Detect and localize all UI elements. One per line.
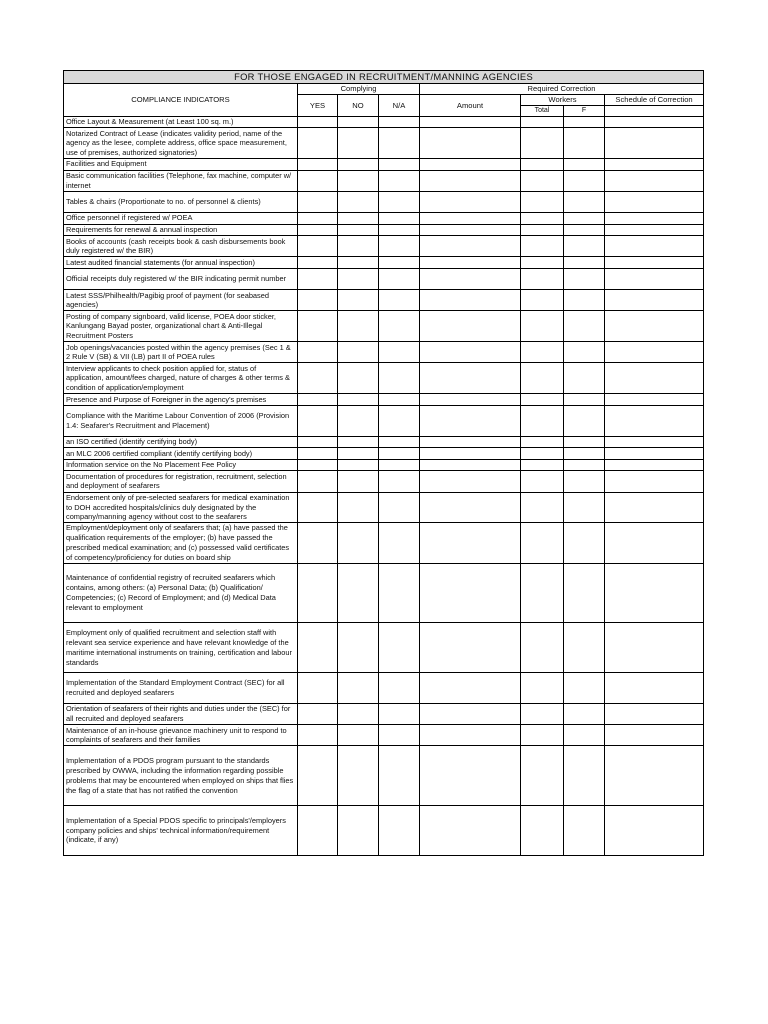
- f-cell[interactable]: [564, 290, 605, 311]
- total-cell[interactable]: [521, 170, 564, 191]
- indicator-rows: [64, 116, 704, 855]
- yes-cell[interactable]: [298, 290, 338, 311]
- na-cell[interactable]: [379, 213, 420, 225]
- yes-cell[interactable]: [298, 448, 338, 460]
- compliance-table: [63, 70, 704, 856]
- na-cell[interactable]: [379, 394, 420, 406]
- table-row: [64, 492, 704, 523]
- compliance-indicator: Latest SSS/Philhealth/Pagibig proof of payment (for seabased agencies): [64, 290, 298, 311]
- no-cell[interactable]: [338, 191, 379, 212]
- table-row: [64, 236, 704, 257]
- table-row: [64, 448, 704, 460]
- table-title: FOR THOSE ENGAGED IN RECRUITMENT/MANNING AGENCIES: [64, 71, 704, 84]
- amount-cell[interactable]: [420, 257, 521, 269]
- schedule-cell[interactable]: [605, 746, 704, 806]
- schedule-cell[interactable]: [605, 170, 704, 191]
- amount-cell[interactable]: [420, 290, 521, 311]
- compliance-indicator: Requirements for renewal & annual inspection: [64, 224, 298, 236]
- schedule-cell[interactable]: [605, 523, 704, 563]
- amount-header: Amount: [420, 95, 521, 116]
- no-cell[interactable]: [338, 213, 379, 225]
- total-cell[interactable]: [521, 459, 564, 471]
- table-row: [64, 806, 704, 856]
- total-cell[interactable]: [521, 492, 564, 523]
- total-cell[interactable]: [521, 394, 564, 406]
- na-cell[interactable]: [379, 128, 420, 159]
- schedule-cell[interactable]: [605, 448, 704, 460]
- f-cell[interactable]: [564, 224, 605, 236]
- na-cell[interactable]: [379, 290, 420, 311]
- no-cell[interactable]: [338, 342, 379, 363]
- compliance-indicator: Employment/deployment only of seafarers that; (a) have passed the qualification requirements of the employer; (b) have passed the prescribed medical examination; and (c) possessed valid certificates of competency/proficiency for duties on board ship: [64, 523, 298, 563]
- amount-cell[interactable]: [420, 563, 521, 623]
- no-cell[interactable]: [338, 459, 379, 471]
- yes-header: YES: [298, 95, 338, 116]
- yes-cell[interactable]: [298, 704, 338, 725]
- yes-cell[interactable]: [298, 116, 338, 128]
- f-cell[interactable]: [564, 257, 605, 269]
- table-row: [64, 523, 704, 563]
- amount-cell[interactable]: [420, 673, 521, 704]
- yes-cell[interactable]: [298, 746, 338, 806]
- f-cell[interactable]: [564, 563, 605, 623]
- yes-cell[interactable]: [298, 363, 338, 394]
- f-cell[interactable]: [564, 128, 605, 159]
- yes-cell[interactable]: [298, 170, 338, 191]
- na-cell[interactable]: [379, 746, 420, 806]
- schedule-cell[interactable]: [605, 492, 704, 523]
- yes-cell[interactable]: [298, 523, 338, 563]
- total-cell[interactable]: [521, 290, 564, 311]
- amount-cell[interactable]: [420, 269, 521, 290]
- f-cell[interactable]: [564, 170, 605, 191]
- compliance-indicator: Office Layout & Measurement (at Least 100 sq. m.): [64, 116, 298, 128]
- f-cell[interactable]: [564, 523, 605, 563]
- f-cell[interactable]: [564, 342, 605, 363]
- total-cell[interactable]: [521, 746, 564, 806]
- compliance-indicator: Presence and Purpose of Foreigner in the agency's premises: [64, 394, 298, 406]
- f-cell[interactable]: [564, 806, 605, 856]
- no-cell[interactable]: [338, 623, 379, 673]
- no-cell[interactable]: [338, 170, 379, 191]
- f-cell[interactable]: [564, 623, 605, 673]
- na-cell[interactable]: [379, 436, 420, 448]
- compliance-indicators-header: COMPLIANCE INDICATORS: [64, 84, 298, 116]
- no-cell[interactable]: [338, 436, 379, 448]
- amount-cell[interactable]: [420, 394, 521, 406]
- total-cell[interactable]: [521, 436, 564, 448]
- table-row: [64, 191, 704, 212]
- schedule-cell[interactable]: [605, 725, 704, 746]
- workers-header: Workers: [521, 95, 605, 106]
- schedule-cell[interactable]: [605, 159, 704, 171]
- yes-cell[interactable]: [298, 673, 338, 704]
- no-cell[interactable]: [338, 257, 379, 269]
- schedule-cell[interactable]: [605, 236, 704, 257]
- na-header: N/A: [379, 95, 420, 116]
- table-row: [64, 257, 704, 269]
- no-cell[interactable]: [338, 448, 379, 460]
- no-cell[interactable]: [338, 128, 379, 159]
- f-cell[interactable]: [564, 236, 605, 257]
- amount-cell[interactable]: [420, 492, 521, 523]
- table-row: [64, 128, 704, 159]
- table-row: [64, 704, 704, 725]
- schedule-cell[interactable]: [605, 623, 704, 673]
- schedule-cell[interactable]: [605, 191, 704, 212]
- yes-cell[interactable]: [298, 806, 338, 856]
- schedule-cell[interactable]: [605, 269, 704, 290]
- total-cell[interactable]: [521, 563, 564, 623]
- f-cell[interactable]: [564, 725, 605, 746]
- total-cell[interactable]: [521, 269, 564, 290]
- total-cell[interactable]: [521, 342, 564, 363]
- f-header: F: [564, 106, 605, 116]
- schedule-subheader-blank: [605, 106, 704, 116]
- na-cell[interactable]: [379, 471, 420, 492]
- yes-cell[interactable]: [298, 492, 338, 523]
- compliance-indicator: Posting of company signboard, valid license, POEA door sticker, Kanlungang Bayad poster, organizational chart & Anti-Illegal Recruitment Posters: [64, 311, 298, 342]
- f-cell[interactable]: [564, 459, 605, 471]
- amount-cell[interactable]: [420, 128, 521, 159]
- schedule-cell[interactable]: [605, 116, 704, 128]
- yes-cell[interactable]: [298, 405, 338, 436]
- compliance-indicator: Implementation of a PDOS program pursuant to the standards prescribed by OWWA, including the information regarding possible problems that may be encountered when employed on ships that flies the flag of a state that has not ratified the convention: [64, 746, 298, 806]
- table-row: [64, 623, 704, 673]
- schedule-cell[interactable]: [605, 257, 704, 269]
- na-cell[interactable]: [379, 405, 420, 436]
- schedule-cell[interactable]: [605, 213, 704, 225]
- na-cell[interactable]: [379, 170, 420, 191]
- compliance-indicator: Information service on the No Placement Fee Policy: [64, 459, 298, 471]
- amount-cell[interactable]: [420, 704, 521, 725]
- schedule-cell[interactable]: [605, 673, 704, 704]
- compliance-indicator: Latest audited financial statements (for annual inspection): [64, 257, 298, 269]
- na-cell[interactable]: [379, 806, 420, 856]
- schedule-cell[interactable]: [605, 704, 704, 725]
- table-row: [64, 405, 704, 436]
- schedule-cell[interactable]: [605, 224, 704, 236]
- total-cell[interactable]: [521, 236, 564, 257]
- na-cell[interactable]: [379, 224, 420, 236]
- schedule-cell[interactable]: [605, 128, 704, 159]
- no-cell[interactable]: [338, 492, 379, 523]
- no-cell[interactable]: [338, 673, 379, 704]
- yes-cell[interactable]: [298, 311, 338, 342]
- compliance-indicator: Orientation of seafarers of their rights and duties under the (SEC) for all recruited and deployed seafarers: [64, 704, 298, 725]
- no-cell[interactable]: [338, 405, 379, 436]
- table-row: [64, 269, 704, 290]
- na-cell[interactable]: [379, 623, 420, 673]
- yes-cell[interactable]: [298, 471, 338, 492]
- amount-cell[interactable]: [420, 311, 521, 342]
- f-cell[interactable]: [564, 746, 605, 806]
- total-cell[interactable]: [521, 405, 564, 436]
- table-row: [64, 116, 704, 128]
- compliance-indicator: Employment only of qualified recruitment and selection staff with relevant sea service experience and have relevant knowledge of the maritime international instruments on training, certification and labour standards: [64, 623, 298, 673]
- compliance-indicator: Official receipts duly registered w/ the BIR indicating permit number: [64, 269, 298, 290]
- total-cell[interactable]: [521, 523, 564, 563]
- f-cell[interactable]: [564, 405, 605, 436]
- schedule-cell[interactable]: [605, 459, 704, 471]
- amount-cell[interactable]: [420, 191, 521, 212]
- no-cell[interactable]: [338, 224, 379, 236]
- table-row: [64, 459, 704, 471]
- amount-cell[interactable]: [420, 342, 521, 363]
- compliance-indicator: Implementation of a Special PDOS specific to principals'/employers company policies and ships' technical information/requirement (indicate, if any): [64, 806, 298, 856]
- total-cell[interactable]: [521, 213, 564, 225]
- f-cell[interactable]: [564, 191, 605, 212]
- no-cell[interactable]: [338, 236, 379, 257]
- compliance-indicator: an MLC 2006 certified compliant (identify certifying body): [64, 448, 298, 460]
- yes-cell[interactable]: [298, 159, 338, 171]
- compliance-indicator: Tables & chairs (Proportionate to no. of personnel & clients): [64, 191, 298, 212]
- schedule-cell[interactable]: [605, 363, 704, 394]
- table-row: [64, 673, 704, 704]
- schedule-cell[interactable]: [605, 436, 704, 448]
- total-cell[interactable]: [521, 311, 564, 342]
- no-cell[interactable]: [338, 311, 379, 342]
- yes-cell[interactable]: [298, 269, 338, 290]
- total-cell[interactable]: [521, 116, 564, 128]
- total-header: Total: [521, 106, 564, 116]
- schedule-cell[interactable]: [605, 471, 704, 492]
- table-row: [64, 725, 704, 746]
- schedule-cell[interactable]: [605, 290, 704, 311]
- f-cell[interactable]: [564, 363, 605, 394]
- yes-cell[interactable]: [298, 128, 338, 159]
- schedule-cell[interactable]: [605, 342, 704, 363]
- no-cell[interactable]: [338, 563, 379, 623]
- f-cell[interactable]: [564, 116, 605, 128]
- compliance-indicator: an ISO certified (identify certifying body): [64, 436, 298, 448]
- f-cell[interactable]: [564, 269, 605, 290]
- amount-cell[interactable]: [420, 523, 521, 563]
- no-cell[interactable]: [338, 159, 379, 171]
- table-row: [64, 170, 704, 191]
- table-row: [64, 563, 704, 623]
- amount-cell[interactable]: [420, 725, 521, 746]
- na-cell[interactable]: [379, 269, 420, 290]
- na-cell[interactable]: [379, 342, 420, 363]
- amount-cell[interactable]: [420, 213, 521, 225]
- no-cell[interactable]: [338, 394, 379, 406]
- na-cell[interactable]: [379, 236, 420, 257]
- amount-cell[interactable]: [420, 116, 521, 128]
- amount-cell[interactable]: [420, 236, 521, 257]
- compliance-indicator: Maintenance of confidential registry of recruited seafarers which contains, among others: (a) Personal Data; (b) Qualification/ Competencies; (c) Record of Employment; and (d) Medical Data relevant to employment: [64, 563, 298, 623]
- yes-cell[interactable]: [298, 213, 338, 225]
- yes-cell[interactable]: [298, 563, 338, 623]
- f-cell[interactable]: [564, 492, 605, 523]
- yes-cell[interactable]: [298, 725, 338, 746]
- f-cell[interactable]: [564, 673, 605, 704]
- compliance-indicator: Facilities and Equipment: [64, 159, 298, 171]
- table-row: [64, 224, 704, 236]
- amount-cell[interactable]: [420, 436, 521, 448]
- compliance-indicator: Job openings/vacancies posted within the agency premises (Sec 1 & 2 Rule V (SB) & VII (LB) part II of POEA rules: [64, 342, 298, 363]
- total-cell[interactable]: [521, 448, 564, 460]
- yes-cell[interactable]: [298, 459, 338, 471]
- required-correction-header: Required Correction: [420, 84, 704, 95]
- schedule-cell[interactable]: [605, 806, 704, 856]
- na-cell[interactable]: [379, 191, 420, 212]
- na-cell[interactable]: [379, 725, 420, 746]
- amount-cell[interactable]: [420, 363, 521, 394]
- table-row: [64, 311, 704, 342]
- compliance-indicator: Basic communication facilities (Telephone, fax machine, computer w/ internet: [64, 170, 298, 191]
- compliance-indicator: Compliance with the Maritime Labour Convention of 2006 (Provision 1.4: Seafarer's Recruitment and Placement): [64, 405, 298, 436]
- yes-cell[interactable]: [298, 394, 338, 406]
- na-cell[interactable]: [379, 311, 420, 342]
- total-cell[interactable]: [521, 725, 564, 746]
- na-cell[interactable]: [379, 159, 420, 171]
- f-cell[interactable]: [564, 159, 605, 171]
- schedule-cell[interactable]: [605, 563, 704, 623]
- complying-header: Complying: [298, 84, 420, 95]
- no-cell[interactable]: [338, 806, 379, 856]
- f-cell[interactable]: [564, 311, 605, 342]
- total-cell[interactable]: [521, 191, 564, 212]
- no-header: NO: [338, 95, 379, 116]
- amount-cell[interactable]: [420, 170, 521, 191]
- no-cell[interactable]: [338, 471, 379, 492]
- na-cell[interactable]: [379, 523, 420, 563]
- total-cell[interactable]: [521, 257, 564, 269]
- compliance-indicator: Endorsement only of pre-selected seafarers for medical examination to DOH accredited hospitals/clinics duly designated by the company/manning agency without cost to the seafarers: [64, 492, 298, 523]
- table-row: [64, 159, 704, 171]
- na-cell[interactable]: [379, 459, 420, 471]
- total-cell[interactable]: [521, 224, 564, 236]
- schedule-cell[interactable]: [605, 311, 704, 342]
- f-cell[interactable]: [564, 704, 605, 725]
- no-cell[interactable]: [338, 116, 379, 128]
- total-cell[interactable]: [521, 363, 564, 394]
- na-cell[interactable]: [379, 563, 420, 623]
- na-cell[interactable]: [379, 704, 420, 725]
- yes-cell[interactable]: [298, 623, 338, 673]
- na-cell[interactable]: [379, 492, 420, 523]
- schedule-cell[interactable]: [605, 394, 704, 406]
- total-cell[interactable]: [521, 806, 564, 856]
- schedule-header: Schedule of Correction: [605, 95, 704, 106]
- total-cell[interactable]: [521, 471, 564, 492]
- yes-cell[interactable]: [298, 236, 338, 257]
- na-cell[interactable]: [379, 257, 420, 269]
- amount-cell[interactable]: [420, 746, 521, 806]
- compliance-indicator: Interview applicants to check position applied for, status of application, amount/fees charged, nature of charges & other terms & condition of application/employment: [64, 363, 298, 394]
- table-row: [64, 213, 704, 225]
- no-cell[interactable]: [338, 746, 379, 806]
- compliance-indicator: Office personnel if registered w/ POEA: [64, 213, 298, 225]
- no-cell[interactable]: [338, 269, 379, 290]
- amount-cell[interactable]: [420, 159, 521, 171]
- compliance-indicator: Documentation of procedures for registration, recruitment, selection and deployment of seafarers: [64, 471, 298, 492]
- table-row: [64, 746, 704, 806]
- total-cell[interactable]: [521, 128, 564, 159]
- amount-cell[interactable]: [420, 405, 521, 436]
- f-cell[interactable]: [564, 436, 605, 448]
- compliance-indicator: Notarized Contract of Lease (indicates validity period, name of the agency as the lesee, complete address, office space measurement, use of premises, authorized signatories): [64, 128, 298, 159]
- schedule-cell[interactable]: [605, 405, 704, 436]
- compliance-indicator: Implementation of the Standard Employment Contract (SEC) for all recruited and deployed seafarers: [64, 673, 298, 704]
- na-cell[interactable]: [379, 673, 420, 704]
- amount-cell[interactable]: [420, 471, 521, 492]
- yes-cell[interactable]: [298, 191, 338, 212]
- amount-cell[interactable]: [420, 623, 521, 673]
- table-row: [64, 471, 704, 492]
- yes-cell[interactable]: [298, 436, 338, 448]
- yes-cell[interactable]: [298, 257, 338, 269]
- no-cell[interactable]: [338, 704, 379, 725]
- na-cell[interactable]: [379, 116, 420, 128]
- table-row: [64, 436, 704, 448]
- amount-cell[interactable]: [420, 459, 521, 471]
- total-cell[interactable]: [521, 704, 564, 725]
- no-cell[interactable]: [338, 523, 379, 563]
- no-cell[interactable]: [338, 725, 379, 746]
- total-cell[interactable]: [521, 623, 564, 673]
- yes-cell[interactable]: [298, 224, 338, 236]
- f-cell[interactable]: [564, 213, 605, 225]
- table-row: [64, 363, 704, 394]
- na-cell[interactable]: [379, 363, 420, 394]
- amount-cell[interactable]: [420, 224, 521, 236]
- no-cell[interactable]: [338, 290, 379, 311]
- compliance-indicator: Maintenance of an in-house grievance machinery unit to respond to complaints of seafarers and their families: [64, 725, 298, 746]
- total-cell[interactable]: [521, 673, 564, 704]
- f-cell[interactable]: [564, 448, 605, 460]
- no-cell[interactable]: [338, 363, 379, 394]
- total-cell[interactable]: [521, 159, 564, 171]
- yes-cell[interactable]: [298, 342, 338, 363]
- na-cell[interactable]: [379, 448, 420, 460]
- amount-cell[interactable]: [420, 806, 521, 856]
- compliance-indicator: Books of accounts (cash receipts book & cash disbursements book duly registered w/ the BIR): [64, 236, 298, 257]
- table-row: [64, 394, 704, 406]
- f-cell[interactable]: [564, 471, 605, 492]
- table-row: [64, 342, 704, 363]
- table-row: [64, 290, 704, 311]
- f-cell[interactable]: [564, 394, 605, 406]
- amount-cell[interactable]: [420, 448, 521, 460]
